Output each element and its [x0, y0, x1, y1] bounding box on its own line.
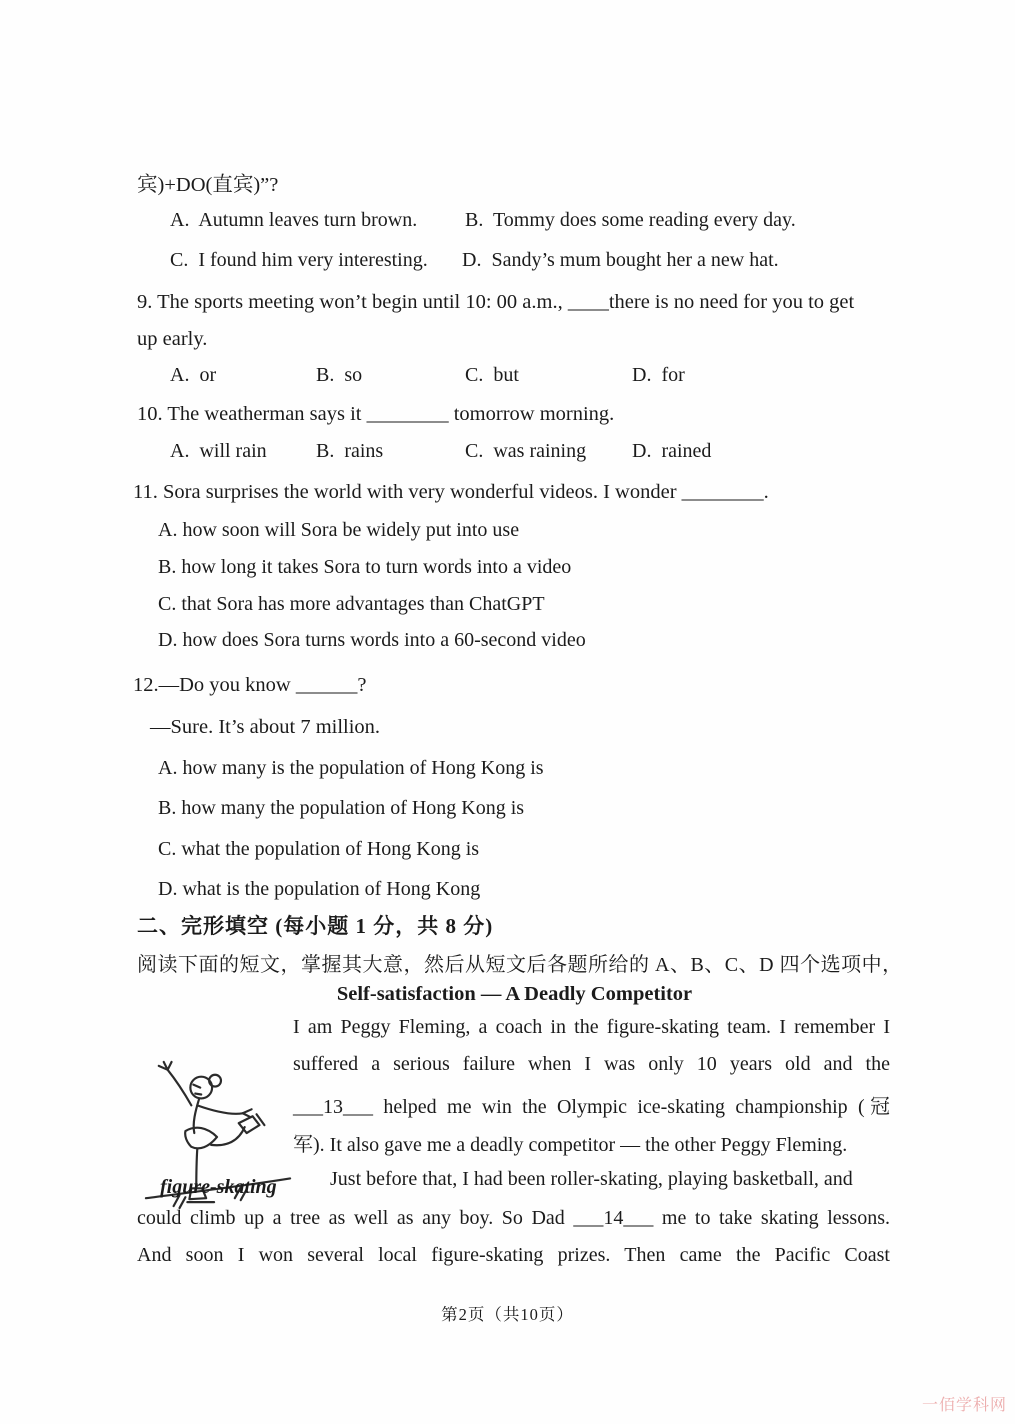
q12-option-a: A. how many is the population of Hong Kong is — [158, 757, 544, 779]
q10-option-d: D. rained — [632, 440, 712, 462]
page-number: 第2页（共10页） — [441, 1305, 574, 1324]
q11-stem: 11. Sora surprises the world with very wonderful videos. I wonder ________. — [133, 481, 769, 503]
q12-option-b: B. how many the population of Hong Kong is — [158, 797, 525, 819]
q11-option-b: B. how long it takes Sora to turn words into a video — [158, 556, 572, 578]
q12-option-d: D. what is the population of Hong Kong — [158, 878, 481, 900]
passage-p1-line4: 军). It also gave me a deadly competitor — the other Peggy Fleming. — [293, 1134, 848, 1156]
q9-stem-line2: up early. — [137, 328, 208, 350]
passage-p2-line2: could climb up a tree as well as any boy. So Dad ___14___ me to take skating lessons. — [137, 1207, 890, 1229]
passage-p1-line2: suffered a serious failure when I was only 10 years old and the — [293, 1053, 890, 1075]
q12-option-c: C. what the population of Hong Kong is — [158, 838, 480, 860]
q9-option-c: C. but — [465, 364, 519, 386]
q12-reply: —Sure. It’s about 7 million. — [150, 716, 381, 738]
q8-option-d: D. Sandy’s mum bought her a new hat. — [462, 249, 779, 271]
q11-option-a: A. how soon will Sora be widely put into use — [158, 519, 520, 541]
q10-option-c: C. was raining — [465, 440, 587, 462]
passage-p2-line1: Just before that, I had been roller-skating, playing basketball, and — [330, 1168, 853, 1190]
q8-option-b: B. Tommy does some reading every day. — [465, 209, 796, 231]
q10-option-a: A. will rain — [170, 440, 267, 462]
q11-option-c: C. that Sora has more advantages than ChatGPT — [158, 593, 545, 615]
passage-p1-line1: I am Peggy Fleming, a coach in the figure-skating team. I remember I — [293, 1016, 890, 1038]
q8-option-c: C. I found him very interesting. — [170, 249, 428, 271]
section2-instructions: 阅读下面的短文，掌握其大意，然后从短文后各题所给的 A、B、C、D 四个选项中， — [137, 954, 903, 976]
q8-option-a: A. Autumn leaves turn brown. — [170, 209, 418, 231]
q9-option-b: B. so — [316, 364, 363, 386]
section2-heading: 二、完形填空 (每小题 1 分，共 8 分) — [137, 914, 494, 938]
site-watermark: 一佰学科网 — [922, 1397, 1008, 1414]
q12-stem: 12.—Do you know ______? — [133, 674, 367, 696]
illustration-caption: figure-skating — [160, 1176, 277, 1198]
passage-p2-line3: And soon I won several local figure-skating prizes. Then came the Pacific Coast — [137, 1244, 890, 1266]
q9-stem-line1: 9. The sports meeting won’t begin until 10: 00 a.m., ____there is no need for you to get — [137, 291, 855, 313]
q11-option-d: D. how does Sora turns words into a 60-second video — [158, 629, 586, 651]
q9-option-d: D. for — [632, 364, 685, 386]
q10-option-b: B. rains — [316, 440, 384, 462]
passage-title: Self-satisfaction — A Deadly Competitor — [336, 983, 693, 1005]
passage-p1-line3: ___13___ helped me win the Olympic ice-skating championship (冠 — [293, 1096, 890, 1118]
q8-stem-fragment: 宾)+DO(直宾)”? — [137, 174, 279, 196]
q10-stem: 10. The weatherman says it ________ tomorrow morning. — [137, 403, 615, 425]
q9-option-a: A. or — [170, 364, 217, 386]
